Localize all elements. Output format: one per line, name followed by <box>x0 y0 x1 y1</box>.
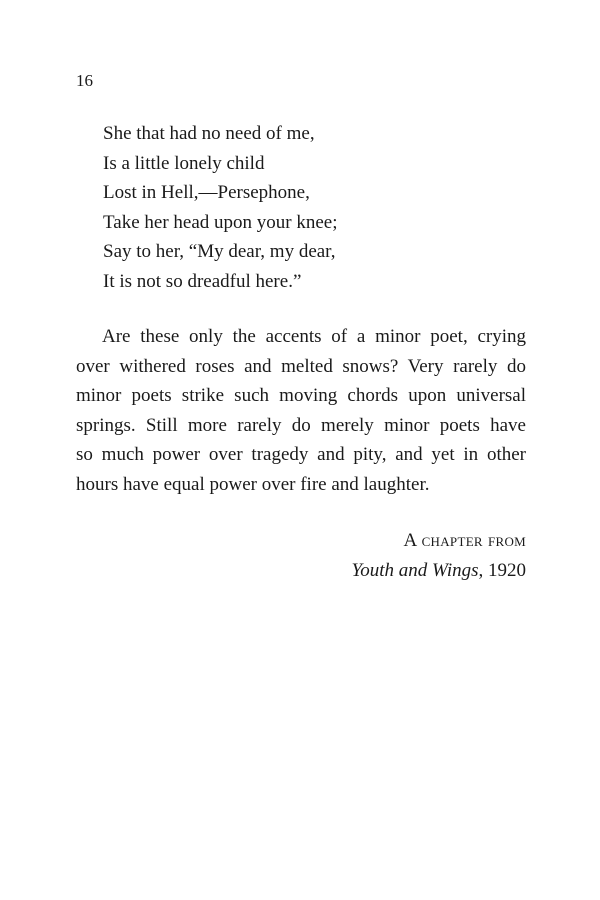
poem-line: It is not so dreadful here.” <box>103 270 302 292</box>
prose-line: hours have equal power over fire and laughter. <box>76 473 430 495</box>
prose-line: minor poets strike such moving chords upon universal <box>76 385 526 407</box>
prose-line: Are these only the accents of a minor poet, crying <box>102 326 526 347</box>
poem-stanza <box>103 119 338 297</box>
work-year: , 1920 <box>478 559 526 581</box>
poem-line: Is a little lonely child <box>103 152 265 174</box>
prose-line: springs. Still more rarely do merely minor poets have <box>76 414 526 436</box>
poem-line: Lost in Hell,—Persephone, <box>103 182 310 204</box>
prose-line: so much power over tragedy and pity, and yet in other <box>76 444 526 466</box>
attribution-label: A chapter from <box>403 530 526 551</box>
poem-line: She that had no need of me, <box>103 123 315 144</box>
poem-line: Say to her, “My dear, my dear, <box>103 241 336 263</box>
attribution <box>351 526 526 585</box>
prose-paragraph <box>76 322 526 500</box>
poem-line: Take her head upon your knee; <box>103 211 338 233</box>
attribution-source <box>351 556 526 586</box>
page-number: 16 <box>76 71 93 90</box>
work-title: Youth and Wings <box>351 559 479 581</box>
prose-line: over withered roses and melted snows? Very rarely do <box>76 355 526 377</box>
